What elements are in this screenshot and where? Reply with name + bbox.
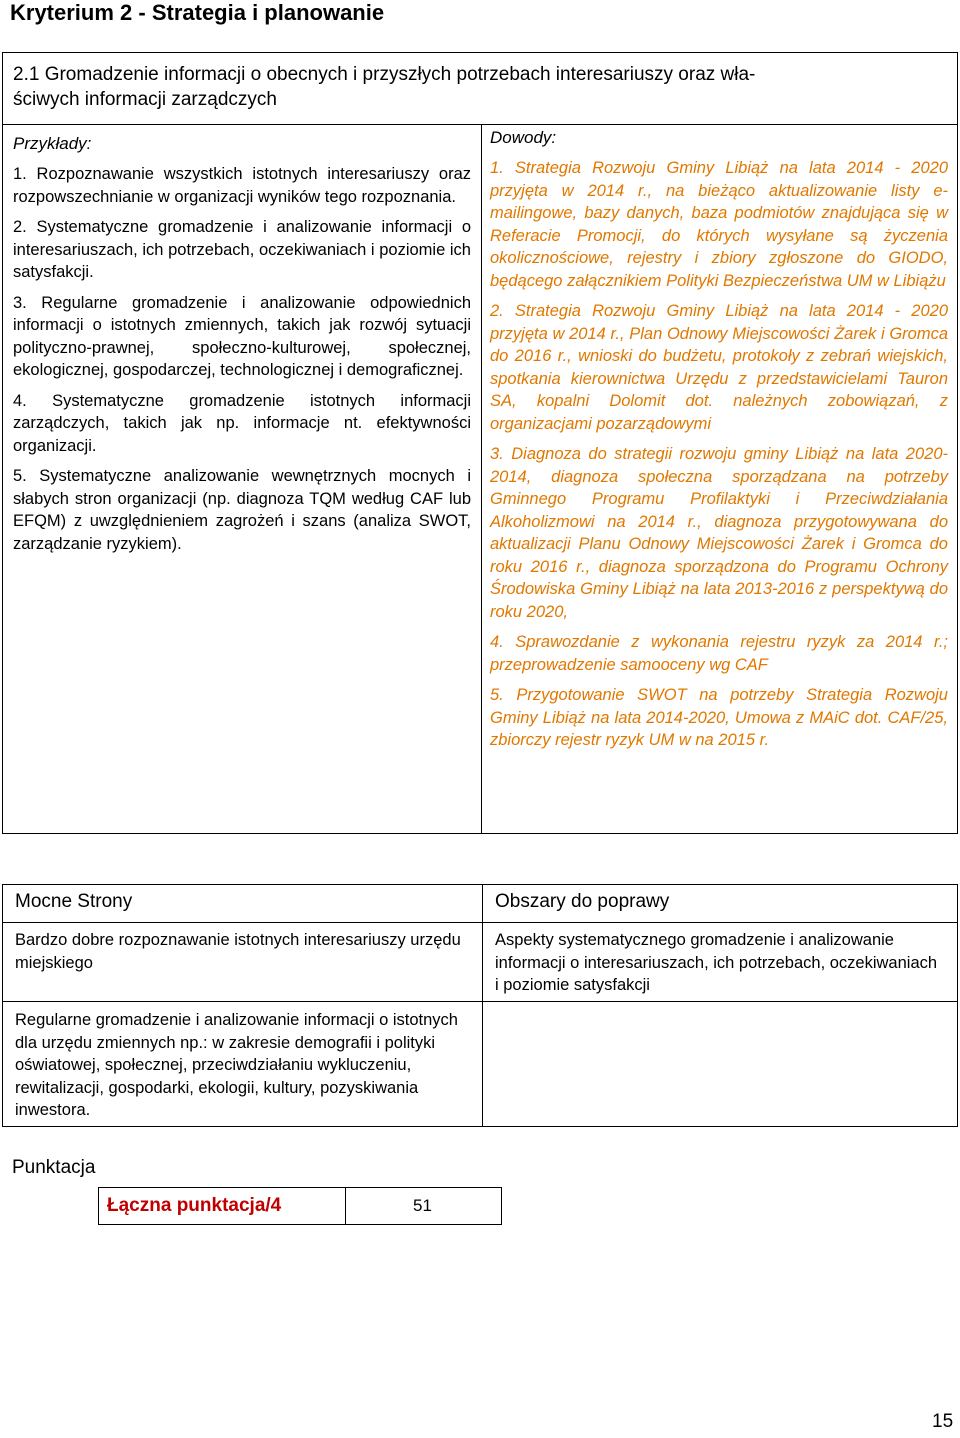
strength-item: Bardzo dobre rozpoznawanie istotnych interesariuszy urzędu miejskiego (15, 931, 461, 972)
score-table (98, 1187, 502, 1225)
page-number: 15 (932, 1411, 954, 1432)
evidence-item: 5. Przygotowanie SWOT na potrzeby Strategia Rozwoju Gminy Libiąż na lata 2014-2020, Umowa z MAiC dot. CAF/25, zbiorczy rejestr ryzyk UM w na 2015 r. (490, 686, 948, 749)
criterion-table (2, 52, 958, 834)
example-item: 1. Rozpoznawanie wszystkich istotnych interesariuszy oraz rozpowszechnianie w organizacji wyników tego rozpoznania. (13, 165, 471, 206)
improvement-item: Aspekty systematycznego gromadzenie i analizowanie informacji o interesariuszach, ich potrzebach, oczekiwaniach i poziomie satysfakcji (495, 931, 938, 994)
strengths-title: Mocne Strony (15, 891, 133, 912)
example-item: 5. Systematyczne analizowanie wewnętrznych mocnych i słabych stron organizacji (np. diagnoza TQM według CAF lub EFQM) z uwzględnieniem zagrożeń i szans (analiza SWOT, zarządzanie ryzykiem). (13, 467, 471, 553)
evidence-title: Dowody: (490, 128, 557, 147)
evidence-item: 3. Diagnoza do strategii rozwoju gminy Libiąż na lata 2020-2014, diagnoza społeczna sporządzana na potrzeby Gminnego Programu Profilaktyki i Przeciwdziałania Alkoholizmowi na 2014 r., diagnoza przygotowywana do aktualizacji Planu Odnowy Miejscowości Żarek i Gromca do roku 2016 r., diagnoza sporządzona do Programu Ochrony Środowiska Gminy Libiąż na lata 2013-2016 z perspektywą do roku 2020, (490, 445, 948, 621)
example-item: 4. Systematyczne gromadzenie istotnych informacji zarządczych, takich jak np. informacje nt. efektywności organizacji. (13, 391, 471, 455)
score-divider (345, 1188, 346, 1224)
evidence-item: 4. Sprawozdanie z wykonania rejestru ryzyk za 2014 r.; przeprowadzenie samooceny wg CAF (490, 633, 948, 674)
score-heading: Punktacja (12, 1157, 96, 1178)
section-heading-line2: ściwych informacji zarządczych (13, 89, 277, 110)
example-item: 3. Regularne gromadzenie i analizowanie odpowiednich informacji o istotnych zmiennych, takich jak rozwój sytuacji polityczno-prawnej, społeczno-kulturowej, społecznej, ekologicznej, gospodarczej, technologicznej i demograficznej. (13, 293, 471, 379)
score-label: Łączna punktacja/4 (107, 1195, 282, 1216)
evidence-item: 2. Strategia Rozwoju Gminy Libiąż na lata 2014 - 2020 przyjęta w 2014 r., Plan Odnowy Miejscowości Żarek i Gromca do 2016 r., wnioski do budżetu, protokoły z zebrań wiejskich, spotkania kierownictwa Urzędu z przedstawicielami Tauron SA, kopalni Dolomit dot. należnych zobowiązań, z organizacjami pozarządowymi (490, 302, 948, 433)
evidence-column (490, 127, 948, 760)
improvements-title: Obszary do poprawy (495, 891, 670, 912)
evidence-item: 1. Strategia Rozwoju Gminy Libiąż na lata 2014 - 2020 przyjęta w 2014 r., na bieżąco aktualizowanie listy e-mailingowe, bazy danych, baza podmiotów znajdująca się w Referacie Promocji, do których wysyłane są życzenia okolicznościowe, rejestry i zbiory zgłoszone do GIODO, będącego załącznikiem Polityki Bezpieczeństwa UM w Libiążu (490, 159, 948, 290)
score-value: 51 (413, 1196, 432, 1215)
strength-item: Regularne gromadzenie i analizowanie informacji o istotnych dla urzędu zmiennych np.: w zakresie demografii i polityki oświatowej, społecznej, przeciwdziałaniu wykluczeniu, rewitalizacji, gospodarki, ekologii, kultury, pozyskiwania inwestora. (15, 1011, 458, 1119)
examples-title: Przykłady: (13, 134, 92, 153)
section-heading (3, 53, 957, 125)
column-divider (481, 125, 482, 833)
example-item: 2. Systematyczne gromadzenie i analizowanie informacji o interesariuszach, ich potrzebach, oczekiwaniach i poziomie ich satysfakcji. (13, 218, 471, 281)
swot-table (2, 884, 958, 1127)
section-heading-line1: 2.1 Gromadzenie informacji o obecnych i przyszłych potrzebach interesariuszy oraz wła- (13, 64, 756, 85)
examples-column (13, 133, 471, 563)
improvement-item (483, 1003, 957, 1015)
page-title: Kryterium 2 - Strategia i planowanie (10, 0, 385, 25)
